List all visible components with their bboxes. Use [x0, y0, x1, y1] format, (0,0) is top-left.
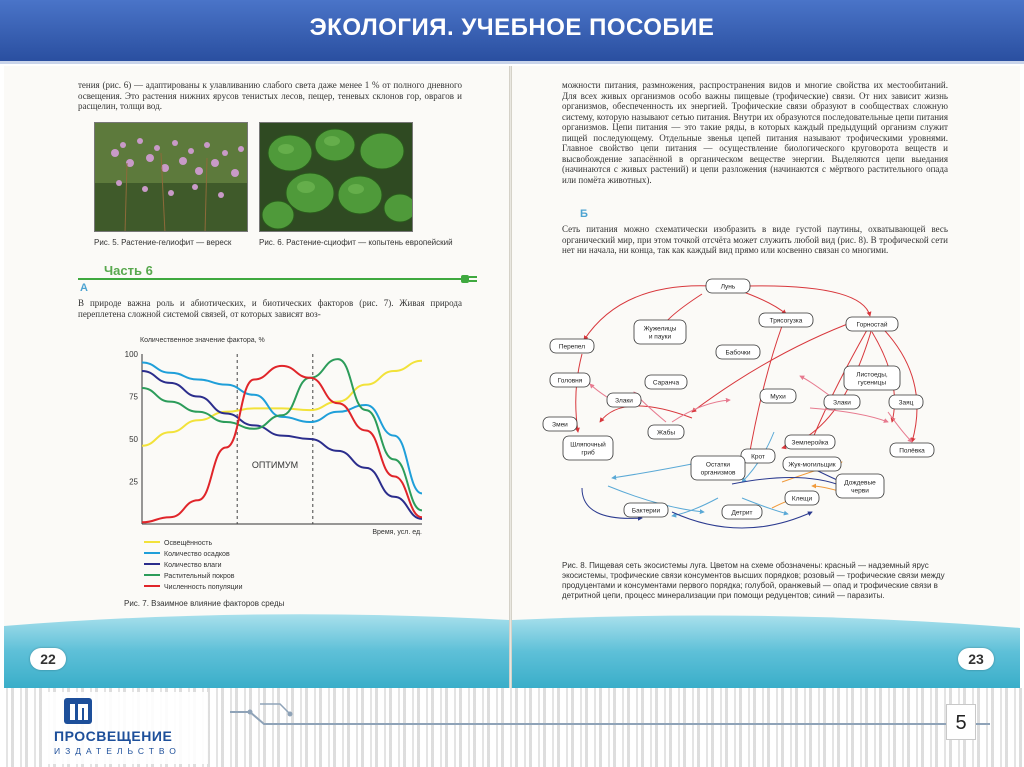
section-a-paragraph: В природе важна роль и абиотических, и биотических факторов (рис. 7). Живая природа переплетена сложной системой связей, от которых зависят воз- [78, 298, 462, 319]
food-web-node-label: организмов [700, 469, 736, 477]
food-web-node-label: Бактерии [631, 507, 661, 515]
food-web-node-label: Шляпочный [570, 441, 606, 449]
food-web-node-label: Жужелицы [643, 325, 677, 333]
page-bottom-band [4, 606, 509, 688]
food-web-node-label: Землеройка [791, 439, 829, 447]
food-web-node-label: Листоеды, [856, 371, 888, 379]
fig6-caption: Рис. 6. Растение-сциофит — копытень европейский [259, 238, 453, 247]
food-web-node-label: Остатки [705, 461, 731, 469]
section-b-paragraph: Сеть питания можно схематически изобразить в виде густой паутины, охватывающей весь органический мир, при этом точкой отсчёта может служить любой вид (рис. 8). В трофической сети нет ни начала, ни конца, так как каждый вид прямо или косвенно связан со многими. [562, 224, 948, 255]
fig5-caption: Рис. 5. Растение-гелиофит — вереск [94, 238, 232, 247]
publisher-subtitle: ИЗДАТЕЛЬСТВО [54, 746, 181, 756]
optimum-label: ОПТИМУМ [251, 460, 299, 470]
food-web-node-label: Заяц [898, 399, 914, 407]
food-web-node-label: Лунь [720, 283, 736, 291]
part-title: Часть 6 [100, 263, 157, 278]
slide-number: 5 [946, 704, 976, 740]
food-web-node-label: Саранча [652, 379, 680, 387]
intro-paragraph: тения (рис. 6) — адаптированы к улавливанию слабого света даже менее 1 % от полного дневного освещения. Это растения нижних ярусов тенистых лесов, пещер, теневых склонов гор, оврагов и расщелин, толщи вод. [78, 80, 462, 111]
food-web-node-label: Перепел [558, 343, 586, 351]
food-web-node-label: Злаки [833, 399, 851, 407]
header-bar [0, 0, 1024, 64]
legend-label: Численность популяции [164, 584, 243, 591]
wild-ginger-photo [259, 122, 413, 232]
part-divider [78, 278, 466, 280]
left-page [4, 66, 509, 688]
factor-influence-chart [104, 328, 454, 598]
left-page-number: 22 [30, 648, 66, 670]
section-letter-b: Б [580, 208, 588, 220]
food-web-node-label: Злаки [615, 397, 633, 405]
food-web-node-label: Крот [751, 453, 765, 461]
heather-photo [94, 122, 248, 232]
footer-bar [0, 688, 1024, 767]
food-web-node-label: и пауки [648, 333, 672, 341]
y-tick-label: 50 [129, 435, 138, 444]
right-page-number: 23 [958, 648, 994, 670]
food-web-node-label: Дождевые [844, 479, 876, 487]
legend-label: Растительный покров [164, 573, 235, 580]
legend-label: Количество влаги [164, 562, 222, 569]
food-web-node-label: гусеницы [857, 379, 887, 387]
food-web-node-label: Клещи [791, 495, 813, 503]
food-web-node-label: Детрит [731, 509, 753, 517]
food-web-node-label: Головня [557, 377, 583, 385]
section-letter-a: А [80, 282, 88, 294]
food-web-node-label: Полёвка [899, 447, 925, 455]
food-web-node-label: Мухи [770, 393, 786, 401]
food-web-node-label: Жабы [656, 429, 676, 437]
legend-label: Освещённость [164, 540, 213, 547]
slide-title: ЭКОЛОГИЯ. УЧЕБНОЕ ПОСОБИЕ [309, 14, 715, 41]
fig8-caption: Рис. 8. Пищевая сеть экосистемы луга. Цветом на схеме обозначены: красный — надземный ярус экосистемы, трофические связи консументов высших порядков; розовый — трофические связи между продуцентами и консументами первого порядка; голубой, оранжевый — опад и трофические связи в детритной цепи, процесс минерализации при помощи редуцентов; синий — паразиты. [562, 561, 945, 600]
page-bottom-band [512, 606, 1020, 688]
food-web-diagram [542, 272, 982, 544]
chart-xlabel: Время, усл. ед. [372, 529, 422, 536]
food-web-node-label: Трясогузка [769, 317, 803, 325]
series-line [142, 363, 422, 494]
publisher-logo-icon [62, 694, 94, 726]
y-tick-label: 100 [124, 350, 138, 359]
plug-icon [460, 270, 480, 288]
publisher-name: ПРОСВЕЩЕНИЕ [54, 728, 173, 744]
food-web-node-label: Жук-могильщик [788, 461, 836, 469]
food-web-node-label: Бабочки [725, 349, 751, 357]
food-web-node-label: Горностай [856, 321, 888, 329]
food-web-node-label: гриб [581, 449, 595, 457]
legend-label: Количество осадков [164, 551, 230, 558]
series-line [142, 371, 422, 519]
food-web-node-label: Змеи [552, 421, 568, 429]
y-tick-label: 75 [129, 392, 138, 402]
right-intro-paragraph: можности питания, размножения, распространения видов и многие свойства их местообитаний. Для всех живых организмов особо важны пищевые (трофические) связи. От них зависит жизнь организмов, обеспеченность их энергией. Трофические связи образуют в сообществах сложную систему, которую называют сетью питания. Внутри их образуются последовательные цепи питания организмов. Цепи питания — это такие ряды, в которых каждый предыдущий организм служит пищей последующему. Отдельные звенья цепей питания называют трофическими уровнями. Главное свойство цепи питания — осуществление биологического круговорота веществ и высвобождение запасённой в органическом веществе энергии. Выделяются цепи выедания (начинаются с живых растений) и цепи разложения (начинаются с мёртвого растительного опада или помёта животных). [562, 80, 948, 185]
textbook-spread [4, 66, 1020, 688]
y-tick-label: 25 [129, 477, 138, 487]
chart-ylabel: Количественное значение фактора, % [140, 337, 265, 344]
circuit-decoration [230, 694, 990, 734]
fig7-caption: Рис. 7. Взаимное влияние факторов среды [124, 599, 285, 608]
right-page [512, 66, 1020, 688]
food-web-node-label: черви [851, 487, 869, 495]
